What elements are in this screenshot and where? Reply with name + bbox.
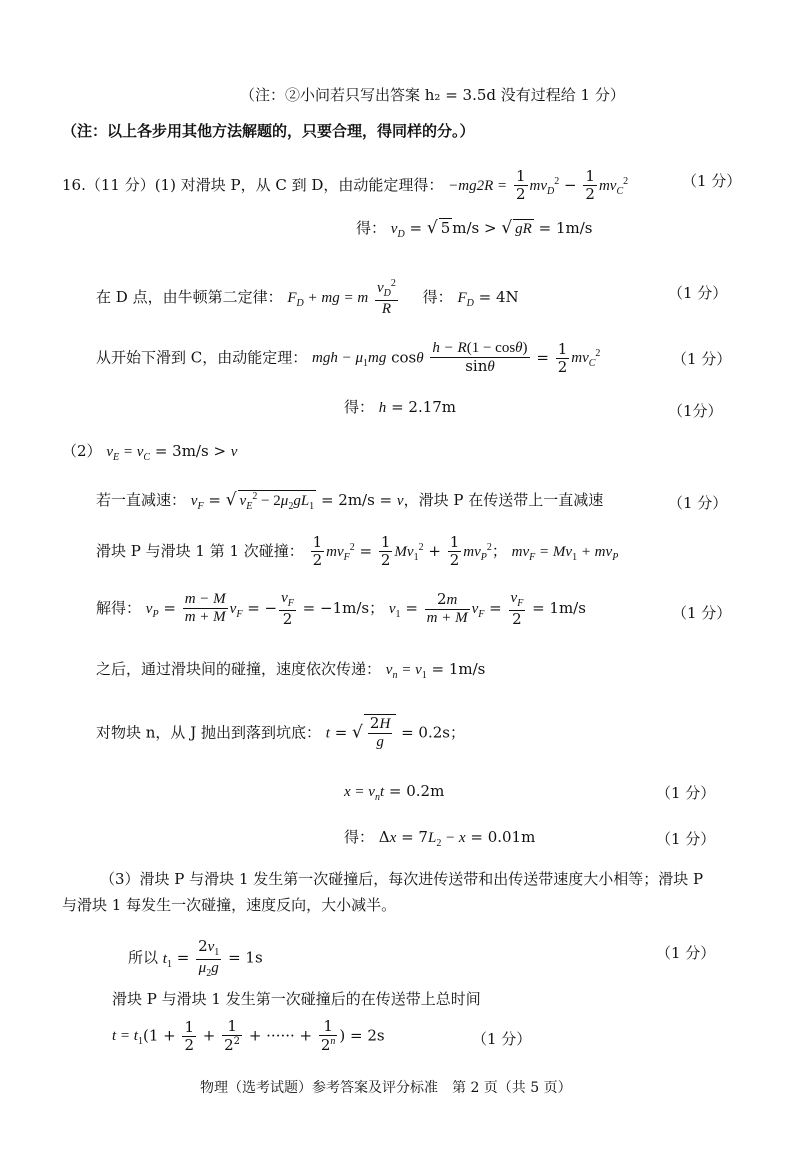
q16-header: 16.（11 分）(1) 对滑块 P，从 C 到 D，由动能定理得： −mg2R = $\frac{1}{2}$ $mv_D^2$ − $\frac{1}{2}$ $mv_C^2$: [62, 167, 629, 204]
score-2: （1 分）: [668, 284, 728, 302]
note-top: （注：②小问若只写出答案 h₂ = 3.5d 没有过程给 1 分）: [240, 86, 625, 104]
result-dx: 得： $\Delta x = 7L_2 - x = 0.01m$: [344, 828, 536, 849]
result-vd: 得： $v_D$ = √ 5 m/s > √ gR = 1m/s: [356, 218, 593, 240]
score-3: （1 分）: [672, 350, 732, 368]
page-footer: 物理（选考试题）参考答案及评分标准 第 2 页（共 5 页）: [200, 1080, 572, 1096]
distance-x: $x = v_nt = 0.2m$: [344, 782, 445, 803]
score-5: （1 分）: [668, 494, 728, 512]
block-n-fall: 对物块 n，从 J 抛出到落到坑底： t = √ $\frac{2H}{g}$ = 0.2s；: [96, 714, 465, 751]
newton-second-law: 在 D 点，由牛顿第二定律： $F_D$ + mg = m $\frac{v_D^2}{R}$ 得： $F_D = 4N$: [96, 278, 519, 317]
score-4: （1分）: [668, 402, 723, 420]
slide-to-c: 从开始下滑到 C，由动能定理： mgh − $\mu_1mg$ cosθ $\frac{h - R(1 - \cos\theta)}{\sin\theta}$ = $\frac{1}{2}$ $mv_C^2$: [96, 339, 601, 376]
score-9: （1 分）: [656, 944, 716, 962]
total-time-text: 滑块 P 与滑块 1 发生第一次碰撞后的在传送带上总时间: [112, 990, 481, 1008]
part2-ve: （2） $v_E = v_C = 3m/s > v$: [62, 442, 238, 463]
score-8: （1 分）: [656, 830, 716, 848]
part3-line-1: （3）滑块 P 与滑块 1 发生第一次碰撞后，每次进传送带和出传送带速度大小相等；滑块 P: [100, 870, 704, 888]
velocity-transfer: 之后，通过滑块间的碰撞，速度依次传递： $v_n = v_1 = 1m/s$: [96, 660, 486, 681]
collision-1: 滑块 P 与滑块 1 第 1 次碰撞： $\frac{1}{2}$ $mv_F^2$ = $\frac{1}{2}$ $Mv_1^2$ + $\frac{1}{2}$ $mv_P^2$； $mv_F = Mv_1 + mv_P$: [96, 533, 619, 570]
score-10: （1 分）: [472, 1030, 532, 1048]
score-6: （1 分）: [672, 604, 732, 622]
score-7: （1 分）: [656, 784, 716, 802]
solve-velocities: 解得： $v_P$ = $\frac{m - M}{m + M}$ $v_F$ = − $\frac{v_F}{2}$ = −1m/s； $v_1$ = $\frac{2m}{m + M}$ $v_F$ = $\frac{v_F}{2}$ = 1m/s: [96, 589, 586, 628]
t1-formula: 所以 $t_1$ = $\frac{2v_1}{\mu_2g}$ = 1s: [128, 937, 263, 979]
always-decel: 若一直减速： $v_F$ = √ $v_E^2 - 2\mu_2gL_1 = 2m/s = v$，滑块 P 在传送带上一直减速: [96, 490, 604, 512]
note-general: （注：以上各步用其他方法解题的，只要合理，得同样的分。）: [62, 122, 475, 140]
result-h: 得： h = 2.17m: [344, 398, 457, 416]
score-1: （1 分）: [682, 172, 742, 190]
total-time-formula: $t = t_1(1$ + $\frac{1}{2}$ + $\frac{1}{2^2}$ + ······ + $\frac{1}{2^n}$ ) = 2s: [112, 1017, 385, 1055]
part3-line-2: 与滑块 1 每发生一次碰撞，速度反向，大小减半。: [62, 896, 397, 914]
